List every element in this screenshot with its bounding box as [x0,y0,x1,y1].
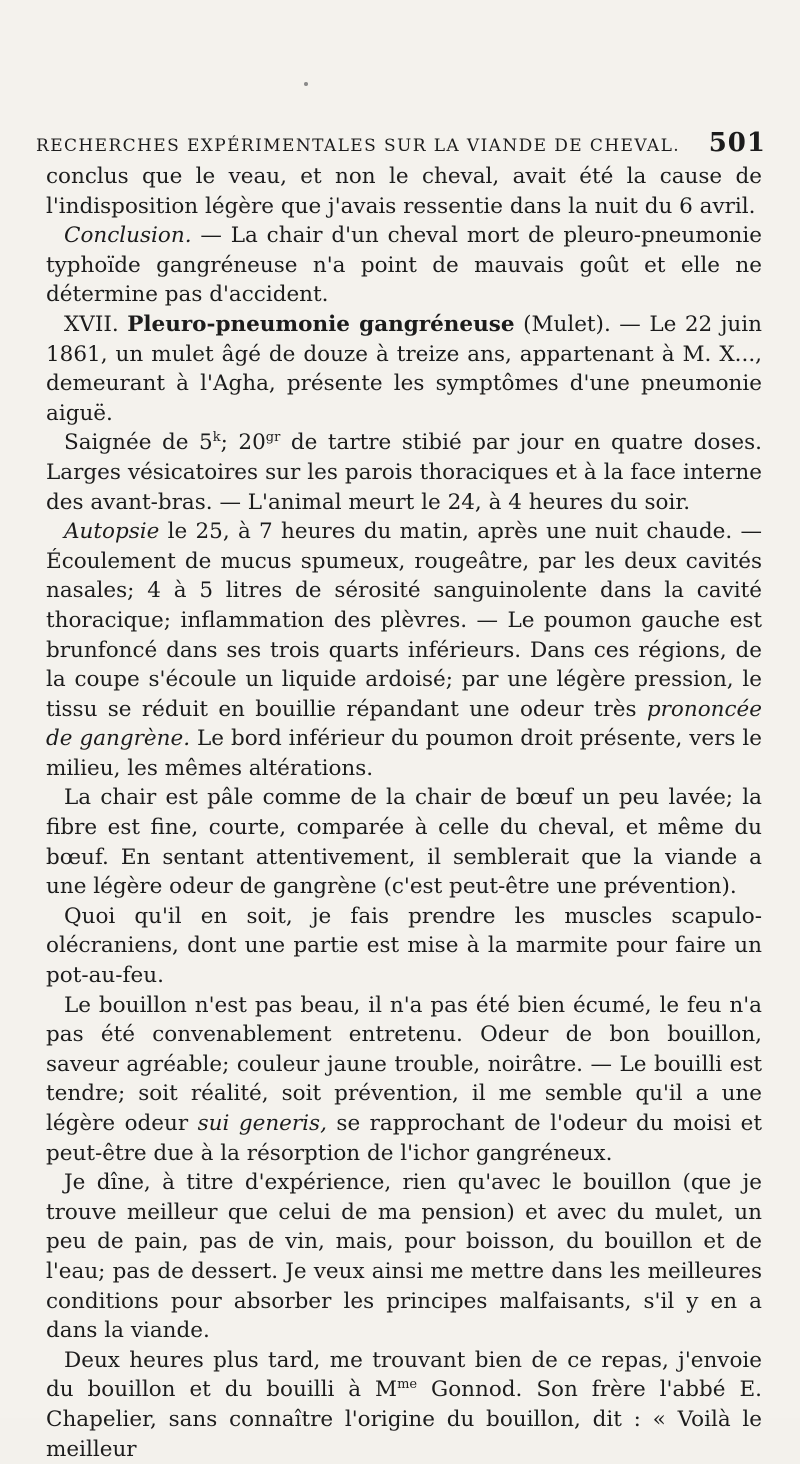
print-speck [304,82,308,86]
title-superscript: me [397,1377,418,1393]
treatment-text-middle: ; 20 [220,430,266,456]
weight-superscript-gr: gr [265,430,281,446]
paragraph-dinner [46,1168,762,1346]
case-intro-text: (Mulet). — Le 22 juin 1861, un mulet âgé de douze à treize ans, appartenant à M. X..., demeurant à l'Agha, présente les symptômes d'une pneumonie aiguë. [46,311,763,426]
case-title: Pleuro-pneumonie gangréneuse [127,311,515,337]
autopsy-text-2: Le bord inférieur du poumon droit présente, vers le milieu, les mêmes altérations. [46,726,762,781]
page-number: 501 [708,128,766,158]
conclusion-label: Conclusion. [64,223,192,249]
paragraph-1 [46,162,762,221]
weight-superscript-kg: k [212,430,221,446]
paragraph-preparation [46,902,762,991]
paragraph-autopsy [46,517,762,783]
paragraph-treatment [46,428,762,517]
paragraph-conclusion [46,221,762,310]
body-text [46,162,762,1464]
autopsy-label: Autopsie [64,519,160,545]
paragraph-meat-description [46,783,762,901]
paragraph-case-xvii [46,310,762,428]
treatment-text-end: de tartre stibié par jour en quatre doses. Larges vésicatoires sur les parois thoraciques et à la face interne des avant-bras. — L'animal meurt le 24, à 4 heures du soir. [46,430,763,515]
dinner-text: Je dîne, à titre d'expérience, rien qu'avec le bouillon (que je trouve meilleur que celui de ma pension) et avec du mulet, un peu de pain, pas de vin, mais, pour boisson, du bouillon et de l'eau; pas de dessert. Je veux ainsi me mettre dans les meilleures conditions pour absorber les principes malfaisants, s'il y en a dans la viande. [46,1170,762,1344]
paragraph-followup [46,1346,762,1464]
paragraph-1-text: conclus que le veau, et non le cheval, avait été la cause de l'indisposition légère que j'avais ressentie dans la nuit du 6 avril. [46,164,762,219]
treatment-text-start: Saignée de 5 [64,430,213,456]
page-header [36,128,766,160]
autopsy-italic: prononcée de gangrène. [46,696,762,752]
meat-description-text: La chair est pâle comme de la chair de bœuf un peu lavée; la fibre est fine, courte, comparée à celle du cheval, et même du bœuf. En sentant attentivement, il semblerait que la viande a une légère odeur de gangrène (c'est peut-être une prévention). [46,785,762,900]
broth-text-start: Le bouillon n'est pas beau, il n'a pas été bien écumé, le feu n'a pas été convenablement entretenu. Odeur de bon bouillon, saveur agréable; couleur jaune trouble, noirâtre. — Le bouilli est tendre; soit réalité, soit prévention, il me semble qu'il a une légère odeur [46,992,762,1136]
paragraph-broth [46,991,762,1169]
preparation-text: Quoi qu'il en soit, je fais prendre les muscles scapulo-olécraniens, dont une partie est mise à la marmite pour faire un pot-au-feu. [46,903,762,989]
broth-italic: sui generis, [197,1111,327,1136]
followup-text-start: Deux heures plus tard, me trouvant bien de ce repas, j'envoie du bouillon et du bouilli à M [46,1347,762,1403]
case-number: XVII. [64,311,119,337]
broth-text-end: se rapprochant de l'odeur du moisi et peut-être due à la résorption de l'ichor gangréneux. [46,1111,763,1166]
autopsy-text-1: le 25, à 7 heures du matin, après une nuit chaude. — Écoulement de mucus spumeux, rougeâtre, par les deux cavités nasales; 4 à 5 litres de sérosité sanguinolente dans la cavité thoracique; inflammation des plèvres. — Le poumon gauche est brunfoncé dans ses trois quarts inférieurs. Dans ces régions, de la coupe s'écoule un liquide ardoisé; par une légère pression, le tissu se réduit en bouillie répandant une odeur très [46,519,762,722]
running-title: RECHERCHES EXPÉRIMENTALES SUR LA VIANDE DE CHEVAL. [36,136,681,156]
conclusion-text: — La chair d'un cheval mort de pleuro-pneumonie typhoïde gangréneuse n'a point de mauvais goût et elle ne détermine pas d'accident. [46,223,762,308]
followup-text-end: Gonnod. Son frère l'abbé E. Chapelier, sans connaître l'origine du bouillon, dit : « Voilà le meilleur [46,1377,762,1462]
